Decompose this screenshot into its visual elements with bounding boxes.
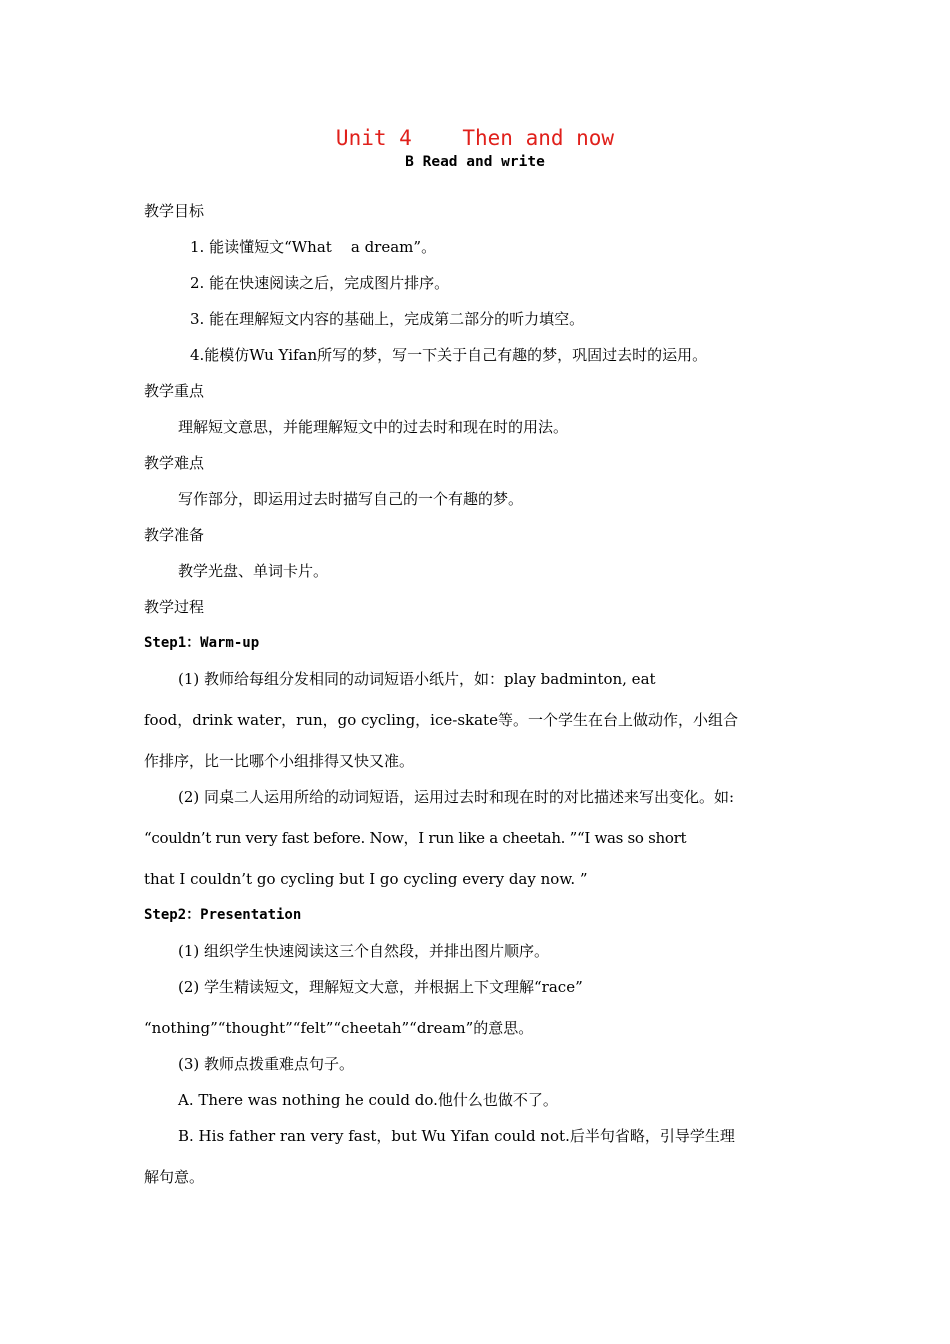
section-heading-process: 教学过程 bbox=[144, 598, 205, 616]
step2-heading: Step2：Presentation bbox=[144, 907, 302, 923]
step2-paragraph3: (3) 教师点拨重难点句子。 bbox=[178, 1055, 355, 1073]
document-title: Unit 4 Then and now bbox=[335, 126, 615, 150]
step1-heading: Step1：Warm-up bbox=[144, 635, 260, 651]
step1-paragraph1-line2: food，drink water，run，go cycling，ice-skate等。一个学生在台上做动作，小组合 bbox=[144, 711, 738, 729]
step2-paragraph2-line1: (2) 学生精读短文，理解短文大意，并根据上下文理解“race” bbox=[178, 978, 583, 996]
step2-paragraph1: (1) 组织学生快速阅读这三个自然段，并排出图片顺序。 bbox=[178, 942, 550, 960]
section-heading-prep: 教学准备 bbox=[144, 526, 205, 544]
section-heading-difficult: 教学难点 bbox=[144, 454, 205, 472]
goal-item-1: 1. 能读懂短文“What a dream”。 bbox=[190, 238, 437, 256]
document-subtitle: B Read and write bbox=[405, 154, 545, 170]
goal-item-2: 2. 能在快速阅读之后，完成图片排序。 bbox=[190, 274, 450, 292]
step2-sentence-a: A. There was nothing he could do.他什么也做不了。 bbox=[178, 1091, 558, 1109]
section-heading-key: 教学重点 bbox=[144, 382, 205, 400]
step2-sentence-b-line2: 解句意。 bbox=[144, 1168, 205, 1186]
step1-paragraph2-line1: (2) 同桌二人运用所给的动词短语，运用过去时和现在时的对比描述来写出变化。如: bbox=[178, 788, 735, 806]
step1-paragraph2-line3: that I couldn’t go cycling but I go cycling every day now. ” bbox=[144, 870, 588, 888]
goal-item-3: 3. 能在理解短文内容的基础上，完成第二部分的听力填空。 bbox=[190, 310, 585, 328]
goal-item-4: 4.能模仿Wu Yifan所写的梦，写一下关于自己有趣的梦，巩固过去时的运用。 bbox=[190, 346, 708, 364]
difficult-points-text: 写作部分，即运用过去时描写自己的一个有趣的梦。 bbox=[178, 490, 524, 508]
step1-paragraph1-line3: 作排序，比一比哪个小组排得又快又准。 bbox=[144, 752, 415, 770]
step1-paragraph2-line2: “couldn’t run very fast before. Now，I run like a cheetah. ”“I was so short bbox=[144, 829, 687, 847]
step2-sentence-b-line1: B. His father ran very fast，but Wu Yifan could not.后半句省略，引导学生理 bbox=[178, 1127, 735, 1145]
section-heading-goals: 教学目标 bbox=[144, 202, 205, 220]
step1-paragraph1-line1: (1) 教师给每组分发相同的动词短语小纸片，如：play badminton, eat bbox=[178, 670, 656, 688]
step2-paragraph2-line2: “nothing”“thought”“felt”“cheetah”“dream”的意思。 bbox=[144, 1019, 534, 1037]
key-points-text: 理解短文意思，并能理解短文中的过去时和现在时的用法。 bbox=[178, 418, 569, 436]
prep-text: 教学光盘、单词卡片。 bbox=[178, 562, 329, 580]
